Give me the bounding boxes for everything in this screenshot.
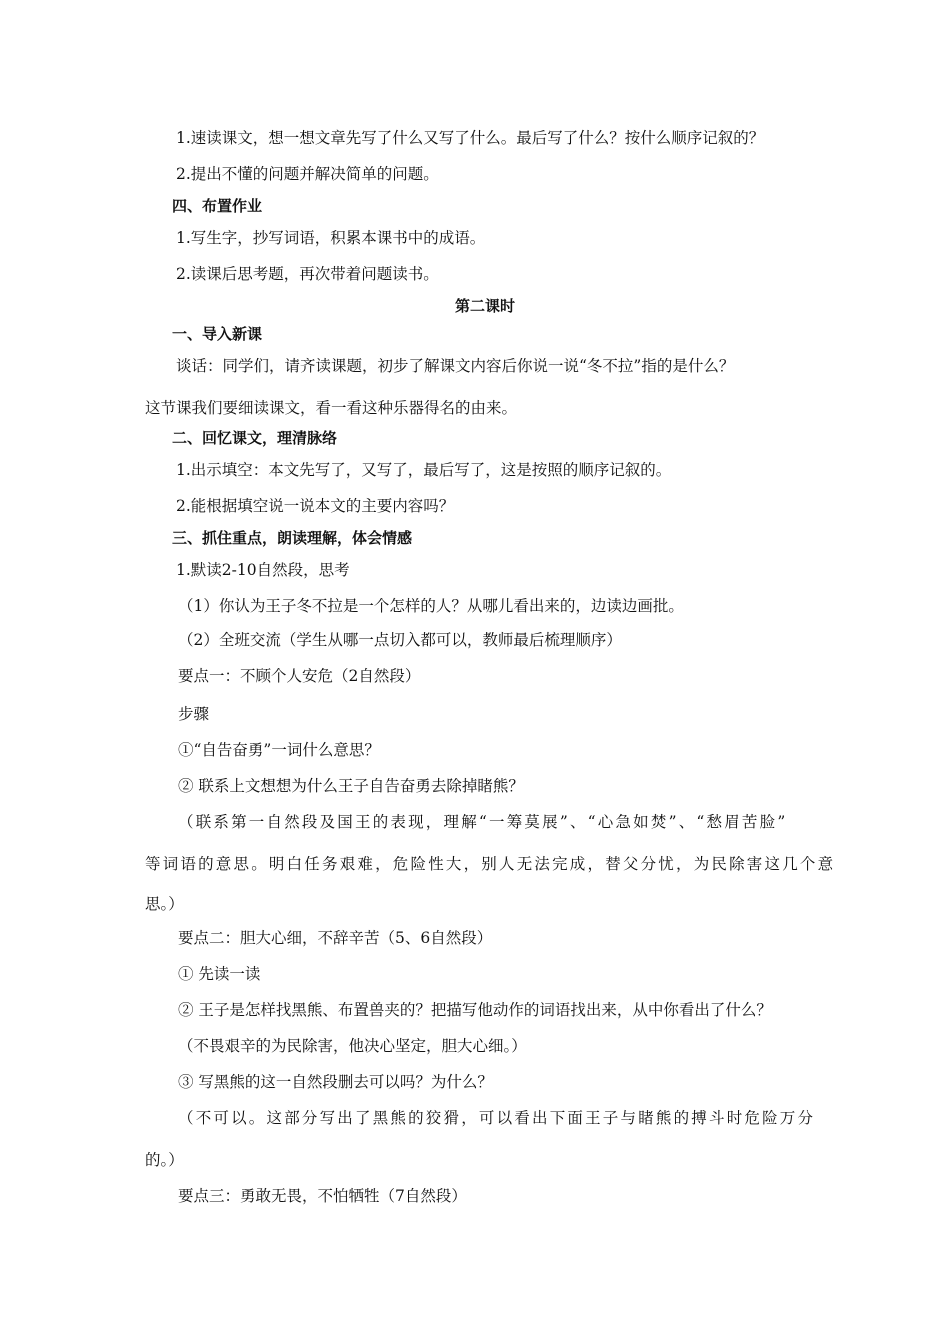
text-line: （联系第一自然段及国王的表现，理解“一筹莫展”、“心急如焚”、“愁眉苦脸” [178, 813, 788, 831]
text-line: 1.速读课文，想一想文章先写了什么又写了什么。最后写了什么？按什么顺序记叙的？ [176, 129, 765, 147]
lesson-title: 第二课时 [455, 297, 516, 315]
text-line: （不畏艰辛的为民除害，他决心坚定，胆大心细。） [178, 1037, 527, 1055]
text-line: ② 联系上文想想为什么王子自告奋勇去除掉睹熊？ [178, 777, 524, 795]
text-line: ② 王子是怎样找黑熊、布置兽夹的？把描写他动作的词语找出来，从中你看出了什么？ [178, 1001, 772, 1019]
text-line: 这节课我们要细读课文，看一看这种乐器得名的由来。 [145, 399, 518, 417]
text-line: 要点一：不顾个人安危（2自然段） [178, 667, 421, 685]
text-line: 要点二：胆大心细，不辞辛苦（5、6自然段） [178, 929, 493, 947]
text-line: （2）全班交流（学生从哪一点切入都可以，教师最后梳理顺序） [178, 631, 622, 649]
text-line: 2.能根据填空说一说本文的主要内容吗？ [176, 497, 455, 515]
text-line: 等词语的意思。明白任务艰难，危险性大，别人无法完成，替父分忧，为民除害这几个意 [145, 855, 836, 873]
text-line: 2.提出不懂的问题并解决简单的问题。 [176, 165, 439, 183]
text-line: ③ 写黑熊的这一自然段删去可以吗？为什么？ [178, 1073, 493, 1091]
section-heading: 二、回忆课文，理清脉络 [172, 429, 338, 447]
text-line: 的。） [145, 1151, 184, 1169]
text-line: 2.读课后思考题，再次带着问题读书。 [176, 265, 439, 283]
text-line: 1.写生字，抄写词语，积累本课书中的成语。 [176, 229, 486, 247]
section-heading: 三、抓住重点，朗读理解，体会情感 [172, 529, 413, 547]
section-heading: 一、导入新课 [172, 325, 263, 343]
text-line: ① 先读一读 [178, 965, 261, 983]
text-line: 1.默读2-10自然段，思考 [176, 561, 350, 579]
text-line: （1）你认为王子冬不拉是一个怎样的人？从哪儿看出来的，边读边画批。 [178, 597, 684, 615]
text-line: 思。） [145, 895, 184, 913]
text-line: 谈话：同学们，请齐读课题，初步了解课文内容后你说一说“冬不拉”指的是什么？ [176, 357, 735, 375]
text-line: ①“自告奋勇”一词什么意思？ [178, 741, 380, 759]
text-line: 步骤 [178, 705, 210, 723]
text-line: 要点三：勇敢无畏，不怕牺牲（7自然段） [178, 1187, 467, 1205]
section-heading: 四、布置作业 [172, 197, 263, 215]
text-line: （不可以。这部分写出了黑熊的狡猾，可以看出下面王子与睹熊的搏斗时危险万分 [178, 1109, 816, 1127]
text-line: 1.出示填空：本文先写了，又写了，最后写了，这是按照的顺序记叙的。 [176, 461, 672, 479]
